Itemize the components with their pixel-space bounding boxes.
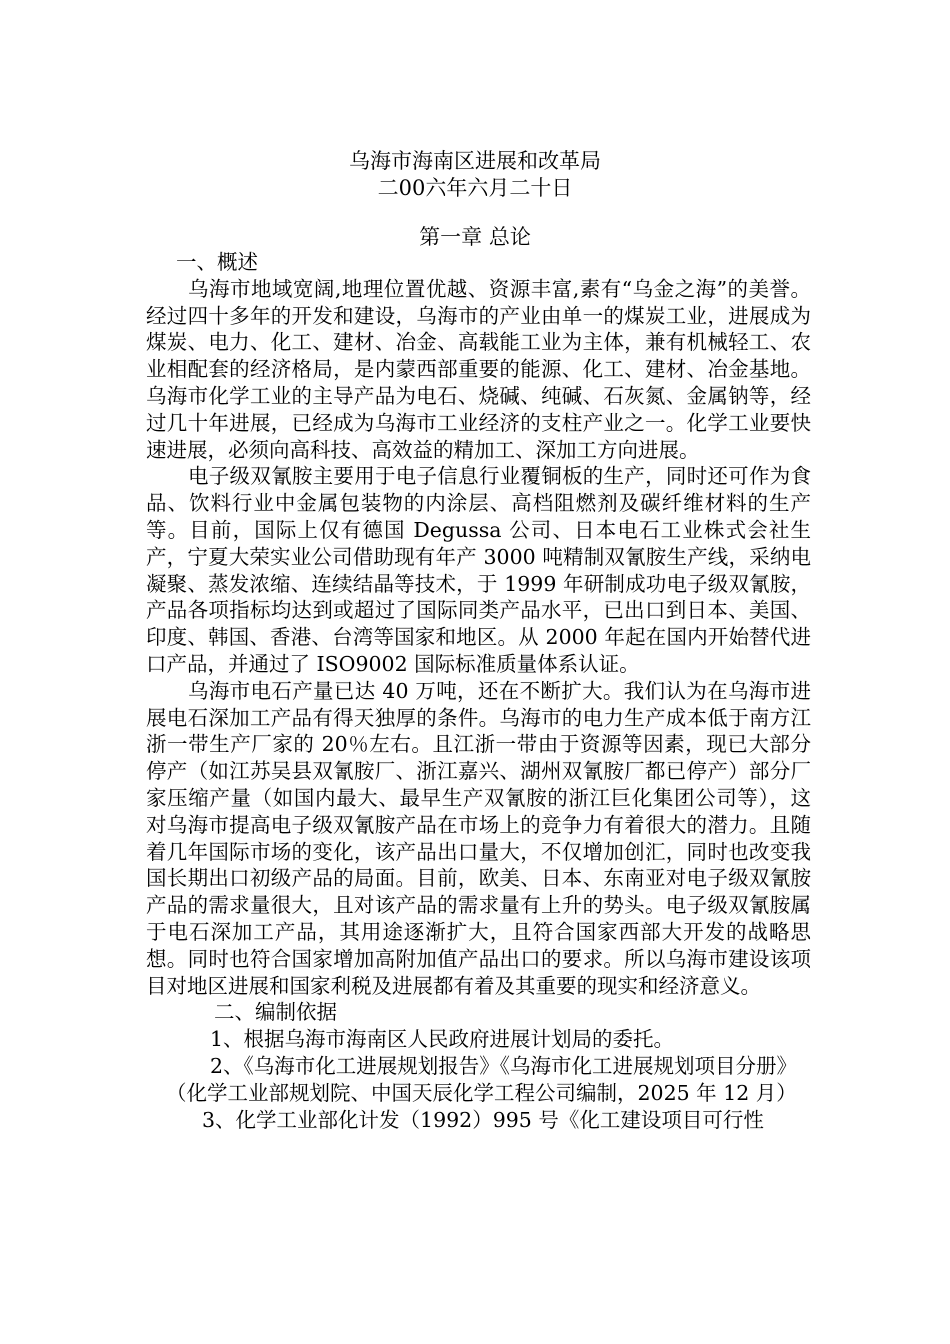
basis-item-1: 1、根据乌海市海南区人民政府进展计划局的委托。 <box>210 1027 675 1052</box>
basis-item-2-note: （化学工业部规划院、中国天辰化学工程公司编制，2025 年 12 月） <box>166 1080 797 1105</box>
basis-item-3: 3、化学工业部化计发（1992）995 号《化工建设项目可行性 <box>202 1107 764 1132</box>
section-heading-overview: 一、概述 <box>176 250 258 274</box>
chapter-title: 第一章 总论 <box>419 225 531 249</box>
paragraph-overview-2: 电子级双氰胺主要用于电子信息行业覆铜板的生产，同时还可作为食品、饮料行业中金属包装物的内涂层、高档阻燃剂及碳纤维材料的生产等。目前，国际上仅有德国 Degussa 公司、日本电石工业株式会社生产，宁夏大荣实业公司借助现有年产 3000 吨精制双氰胺生产线，采纳电凝聚、蒸发浓缩、连续结晶等技术，于 1999 年研制成功电子级双氰胺，产品各项指标均达到或超过了国际同类产品水平，已出口到日本、美国、印度、韩国、香港、台湾等国家和地区。从 2000 年起在国内开始替代进口产品，并通过了 ISO9002 国际标准质量体系认证。 <box>146 464 811 676</box>
section-heading-basis: 二、编制依据 <box>214 1000 337 1025</box>
document-body <box>146 249 811 1133</box>
basis-item-2: 2、《乌海市化工进展规划报告》《乌海市化工进展规划项目分册》 <box>210 1053 798 1078</box>
issuing-organization: 乌海市海南区进展和改革局 <box>349 149 601 173</box>
paragraph-overview-1: 乌海市地域宽阔,地理位置优越、资源丰富,素有“乌金之海”的美誉。经过四十多年的开发和建设，乌海市的产业由单一的煤炭工业，进展成为煤炭、电力、化工、建材、冶金、高载能工业为主体，兼有机械轻工、农业相配套的经济格局，是内蒙西部重要的能源、化工、建材、冶金基地。乌海市化学工业的主导产品为电石、烧碱、纯碱、石灰氮、金属钠等，经过几十年进展，已经成为乌海市工业经济的支柱产业之一。化学工业要快速进展，必须向高科技、高效益的精加工、深加工方向进展。 <box>146 276 811 462</box>
issue-date: 二00六年六月二十日 <box>377 176 573 200</box>
paragraph-overview-3: 乌海市电石产量已达 40 万吨，还在不断扩大。我们认为在乌海市进展电石深加工产品有得天独厚的条件。乌海市的电力生产成本低于南方江浙一带生产厂家的 20％左右。且江浙一带由于资源等因素，现已大部分停产（如江苏吴县双氰胺厂、浙江嘉兴、湖州双氰胺厂都已停产）部分厂家压缩产量（如国内最大、最早生产双氰胺的浙江巨化集团公司等），这对乌海市提高电子级双氰胺产品在市场上的竞争力有着很大的潜力。且随着几年国际市场的变化，该产品出口量大，不仅增加创汇，同时也改变我国长期出口初级产品的局面。目前，欧美、日本、东南亚对电子级双氰胺产品的需求量很大，且对该产品的需求量有上升的势头。电子级双氰胺属于电石深加工产品，其用途逐渐扩大，且符合国家西部大开发的战略思想。同时也符合国家增加高附加值产品出口的要求。所以乌海市建设该项目对地区进展和国家利税及进展都有着及其重要的现实和经济意义。 <box>146 678 811 998</box>
document-header <box>0 148 950 202</box>
